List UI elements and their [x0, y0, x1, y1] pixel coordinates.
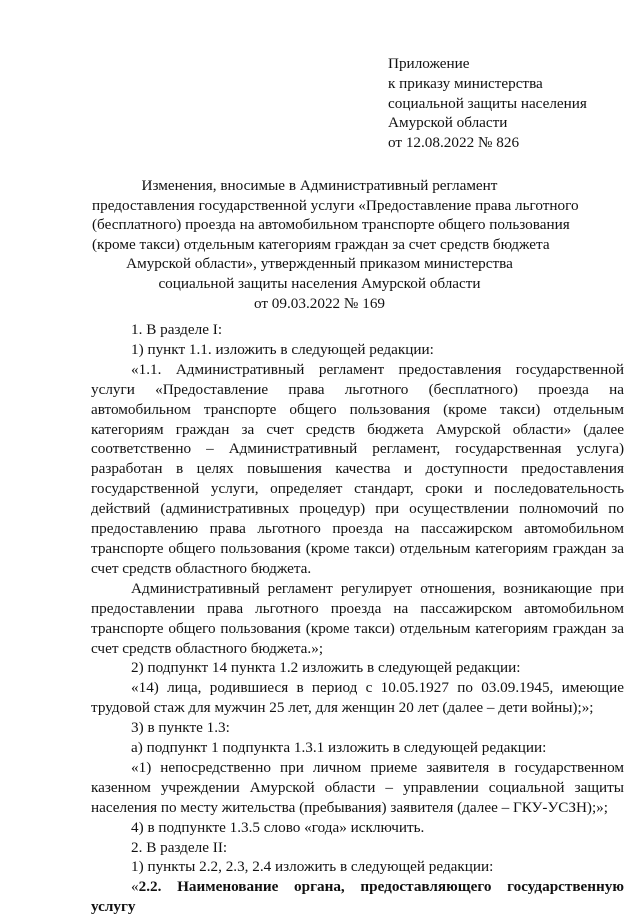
appendix-line: социальной защиты населения [388, 94, 587, 112]
title-line: предоставления государственной услуги «Предоставление права льготного [92, 196, 579, 214]
heading-text: 2.2. Наименование органа, предоставляющего государственную услугу [91, 878, 624, 916]
appendix-line: от 12.08.2022 № 826 [388, 134, 520, 152]
paragraph-item: 1) пункт 1.1. изложить в следующей редакции: [131, 340, 434, 358]
appendix-line: Амурской области [388, 114, 508, 132]
paragraph-item: 2) подпункт 14 пункта 1.2 изложить в следующей редакции: [131, 659, 521, 677]
paragraph-item: 4) в подпункте 1.3.5 слово «года» исключить. [131, 818, 425, 836]
title-line: (бесплатного) проезда на автомобильном транспорте общего пользования [92, 216, 570, 234]
paragraph-heading-2-2 [91, 877, 624, 917]
paragraph-quote: «1.1. Административный регламент предоставления государственной услуги «Предоставление права льготного (бесплатного) проезда на автомобильном транспорте общего пользования (кроме такси) отдельным категориям граждан за счет средств бюджета Амурской области» (далее соответственно – Административный регламент, государственная услуга) разработан в целях повышения качества и доступности предоставления государственной услуги, определяет стандарт, сроки и последовательность действий (административных процедур) при осуществлении полномочий по предоставлению права льготного проезда на пассажирском автомобильном транспорте общего пользования (кроме такси) отдельным категориям граждан за счет средств областного бюджета. [91, 360, 624, 577]
title-line: (кроме такси) отдельным категориям граждан за счет средств бюджета [92, 235, 550, 253]
paragraph-quote: «1) непосредственно при личном приеме заявителя в государственном казенном учреждении Амурской области – управлении социальной защиты населения по месту жительства (пребывания) заявителя (далее – ГКУ-УСЗН);»; [91, 758, 624, 816]
paragraph-quote: «14) лица, родившиеся в период с 10.05.1927 по 03.09.1945, имеющие трудовой стаж для мужчин 25 лет, для женщин 20 лет (далее – дети войны);»; [91, 679, 624, 717]
paragraph-section-1: 1. В разделе I: [131, 321, 223, 338]
paragraph-item: 3) в пункте 1.3: [131, 719, 230, 737]
appendix-line: Приложение [388, 55, 470, 72]
title-line: от 09.03.2022 № 169 [253, 294, 386, 312]
open-quote: « [131, 878, 139, 896]
paragraph-section-2: 2. В разделе II: [131, 838, 228, 856]
document-title [92, 176, 579, 313]
appendix-line: к приказу министерства [388, 74, 543, 92]
paragraph-subitem: а) подпункт 1 подпункта 1.3.1 изложить в следующей редакции: [131, 739, 547, 757]
title-line: социальной защиты населения Амурской области [158, 274, 481, 292]
title-line: Изменения, вносимые в Административный регламент [141, 177, 498, 194]
document-body [91, 320, 624, 917]
title-line: Амурской области», утвержденный приказом министерства [126, 255, 513, 273]
paragraph-item: 1) пункты 2.2, 2.3, 2.4 изложить в следующей редакции: [131, 858, 494, 876]
paragraph-regulation: Административный регламент регулирует отношения, возникающие при предоставлении права льготного проезда на пассажирском автомобильном транспорте общего пользования (кроме такси) отдельным категориям граждан за счет средств областного бюджета.»; [91, 579, 624, 657]
appendix-block [388, 54, 587, 153]
